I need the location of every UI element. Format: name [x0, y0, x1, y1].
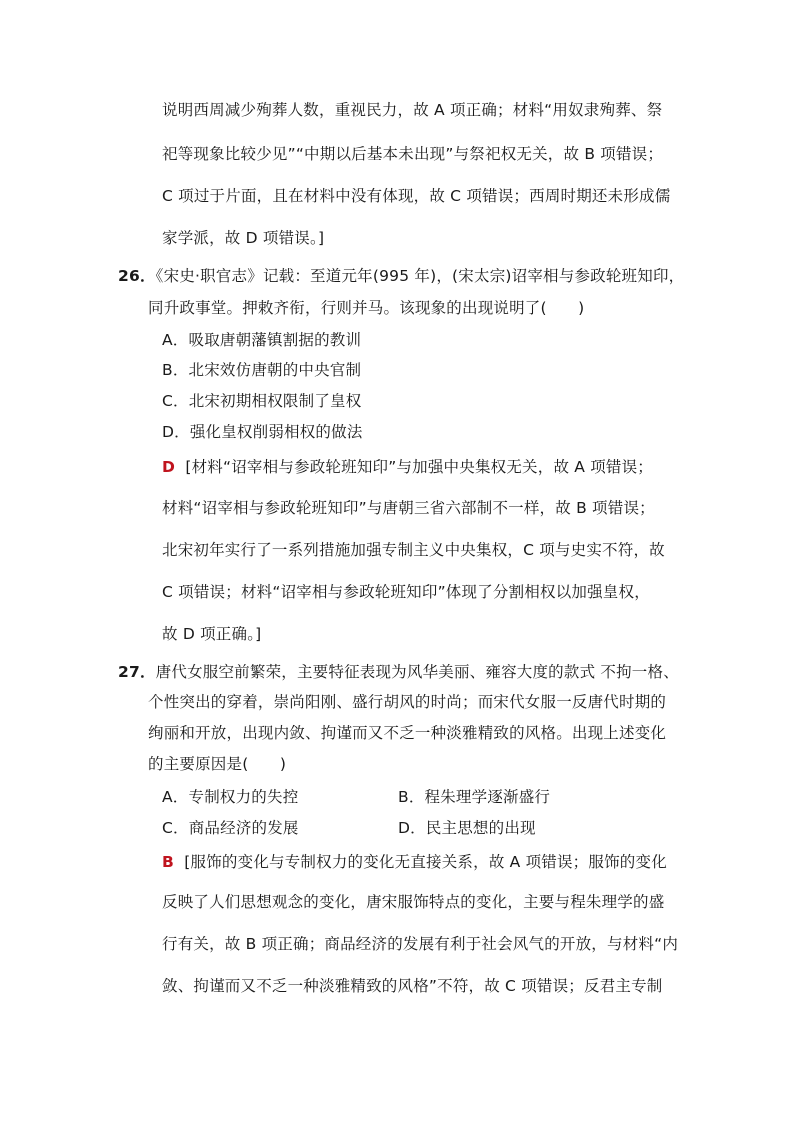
question-stem-line: 绚丽和开放，出现内敛、拘谨而又不乏一种淡雅精致的风格。出现上述变化 — [148, 724, 667, 742]
option-a: A．吸取唐朝藩镇割据的教训 — [162, 331, 362, 349]
question-number: 26． — [118, 267, 156, 285]
option-d: D．民主思想的出现 — [398, 819, 536, 837]
explanation-line: 反映了人们思想观念的变化，唐宋服饰特点的变化，主要与程朱理学的盛 — [162, 893, 665, 911]
explanation-line — [162, 850, 667, 872]
question-stem-line — [118, 264, 684, 286]
explanation-line: 北宋初年实行了一系列措施加强专制主义中央集权，C 项与史实不符，故 — [162, 541, 665, 559]
question-number: 27． — [118, 663, 156, 681]
option-a: A．专制权力的失控 — [162, 788, 299, 806]
explanation-text: [材料“诏宰相与参政轮班知印”与加强中央集权无关，故 A 项错误； — [185, 458, 654, 476]
question-stem-line: 的主要原因是( ) — [148, 755, 287, 773]
explanation-line: 说明西周减少殉葬人数，重视民力，故 A 项正确；材料“用奴隶殉葬、祭 — [162, 101, 663, 119]
explanation-line: 家学派，故 D 项错误。] — [162, 229, 325, 247]
explanation-line: 敛、拘谨而又不乏一种淡雅精致的风格”不符，故 C 项错误；反君主专制 — [162, 977, 663, 995]
explanation-line: 材料“诏宰相与参政轮班知印”与唐朝三省六部制不一样，故 B 项错误； — [162, 499, 655, 517]
explanation-line — [162, 455, 653, 477]
explanation-line: 故 D 项正确。] — [162, 625, 262, 643]
answer-key: D — [162, 458, 176, 476]
explanation-line: 行有关，故 B 项正确；商品经济的发展有利于社会风气的开放，与材料“内 — [162, 935, 679, 953]
explanation-line: 祀等现象比较少见”“中期以后基本未出现”与祭祀权无关，故 B 项错误； — [162, 145, 664, 163]
explanation-line: C 项过于片面，且在材料中没有体现，故 C 项错误；西周时期还未形成儒 — [162, 187, 671, 205]
explanation-line: C 项错误；材料“诏宰相与参政轮班知印”体现了分割相权以加强皇权， — [162, 583, 650, 601]
option-c: C．北宋初期相权限制了皇权 — [162, 392, 362, 410]
question-stem-line: 个性突出的穿着，崇尚阳刚、盛行胡风的时尚；而宋代女服一反唐代时期的 — [148, 693, 667, 711]
question-stem-line: 同升政事堂。押敕齐衔，行则并马。该现象的出现说明了( ) — [148, 299, 585, 317]
explanation-text: [服饰的变化与专制权力的变化无直接关系，故 A 项错误；服饰的变化 — [184, 853, 667, 871]
option-c: C．商品经济的发展 — [162, 819, 299, 837]
question-stem-text: 《宋史·职官志》记载：至道元年(995 年)，(宋太宗)诏宰相与参政轮班知印， — [155, 267, 685, 285]
option-b: B．北宋效仿唐朝的中央官制 — [162, 361, 362, 379]
option-b: B．程朱理学逐渐盛行 — [398, 788, 551, 806]
answer-key: B — [162, 853, 175, 871]
question-stem-text: 唐代女服空前繁荣，主要特征表现为风华美丽、雍容大度的款式 不拘一格、 — [155, 663, 679, 681]
option-d: D．强化皇权削弱相权的做法 — [162, 423, 363, 441]
question-stem-line — [118, 660, 679, 682]
